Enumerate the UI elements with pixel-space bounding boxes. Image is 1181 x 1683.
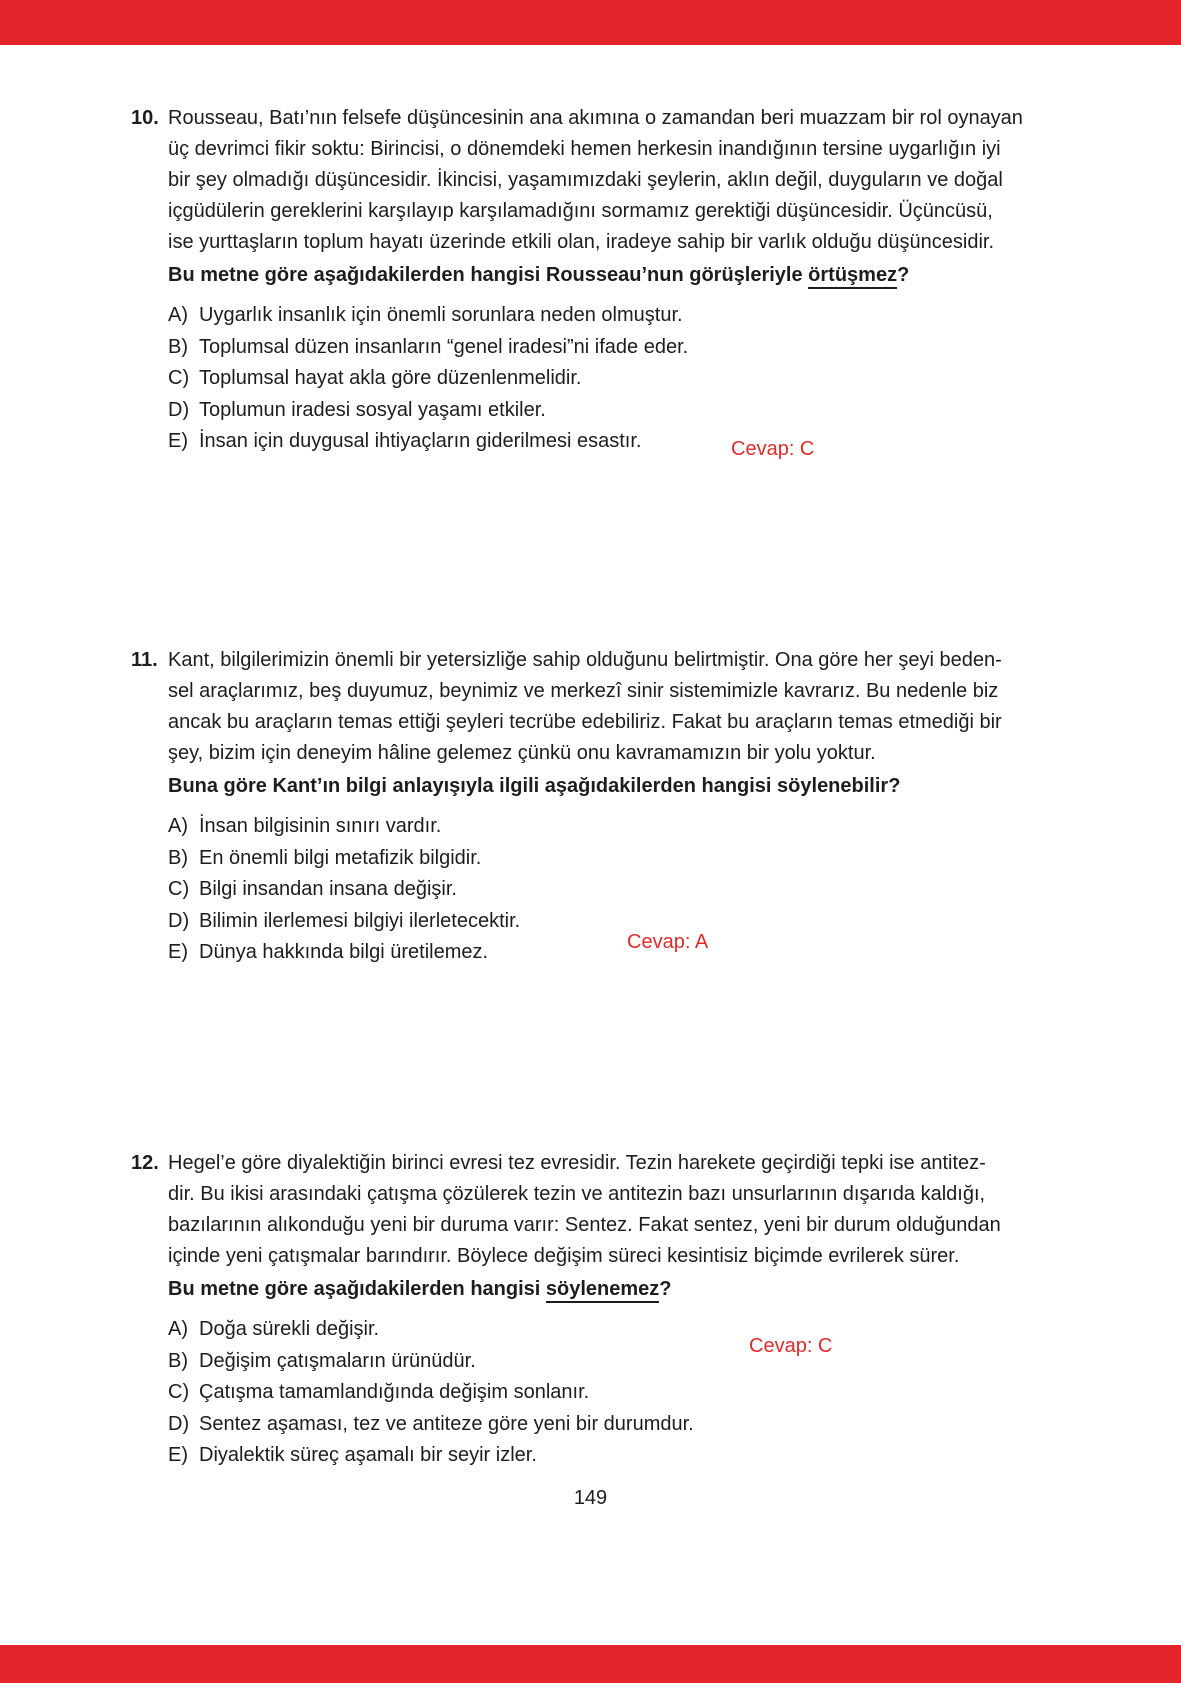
question-10-intro-line: üç devrimci fikir soktu: Birincisi, o dönemdeki hemen herkesin inandığının tersine uygarlığın iyi (168, 138, 1001, 160)
option-b (168, 332, 971, 364)
option-text: Uygarlık insanlık için önemli sorunlara neden olmuştur. (199, 304, 683, 326)
prompt-text: Bu metne göre aşağıdakilerden hangisi (168, 1278, 546, 1300)
option-a (168, 811, 971, 843)
option-a (168, 1314, 971, 1346)
question-12-intro-line: dir. Bu ikisi arasındaki çatışma çözülerek tezin ve antitezin bazı unsurlarının dışarıda kaldığı, (168, 1183, 986, 1205)
question-11-prompt (168, 771, 971, 802)
answer-label-q10: Cevap: C (731, 438, 815, 460)
bottom-red-bar (0, 1645, 1181, 1683)
option-letter: D) (168, 909, 190, 932)
question-10-intro-line: Rousseau, Batı’nın felsefe düşüncesinin ana akımına o zamandan beri muazzam bir rol oynayan (168, 107, 1023, 129)
option-letter: D) (168, 398, 190, 421)
prompt-underlined-word: söylenemez (546, 1278, 659, 1303)
prompt-text: ? (659, 1278, 672, 1300)
option-e (168, 426, 971, 458)
option-letter: C) (168, 878, 190, 900)
option-text: Sentez aşaması, tez ve antiteze göre yeni bir durumdur. (199, 1412, 694, 1435)
option-c (168, 1377, 971, 1409)
option-text: Bilimin ilerlemesi bilgiyi ilerletecektir. (199, 909, 521, 932)
question-10 (131, 103, 1023, 458)
option-e (168, 937, 971, 969)
option-a (168, 300, 971, 332)
option-text: Değişim çatışmaların ürünüdür. (199, 1349, 476, 1372)
option-d (168, 1409, 971, 1441)
question-12 (131, 1148, 1001, 1472)
question-11-options (168, 811, 971, 969)
question-11-intro-line: ancak bu araçların temas ettiği şeyleri tecrübe edebiliriz. Fakat bu araçların temas etmediği bir (168, 711, 1002, 733)
option-text: İnsan için duygusal ihtiyaçların giderilmesi esastır. (199, 430, 642, 452)
top-red-bar (0, 0, 1181, 45)
option-text: Dünya hakkında bilgi üretilemez. (199, 941, 489, 963)
option-letter: E) (168, 941, 188, 963)
question-11-intro-line: şey, bizim için deneyim hâline gelemez çünkü onu kavramamızın bir yolu yoktur. (168, 742, 876, 764)
question-11-intro-line: sel araçlarımız, beş duyumuz, beynimiz ve merkezî sinir sistemimizle kavrarız. Bu nedenle biz (168, 680, 999, 702)
question-12-number: 12. (131, 1152, 159, 1174)
prompt-underlined-word: örtüşmez (808, 264, 897, 289)
prompt-text: ? (897, 264, 910, 286)
option-text: Toplumsal hayat akla göre düzenlenmelidir. (199, 367, 582, 389)
option-text: Toplumun iradesi sosyal yaşamı etkiler. (199, 398, 546, 421)
option-letter: C) (168, 367, 190, 389)
option-letter: A) (168, 815, 188, 837)
option-letter: A) (168, 304, 188, 326)
question-12-options (168, 1314, 971, 1472)
option-text: Diyalektik süreç aşamalı bir seyir izler. (199, 1444, 537, 1466)
prompt-text: Buna göre Kant’ın bilgi anlayışıyla ilgili aşağıdakilerden hangisi söylenebilir? (168, 775, 901, 797)
question-12-intro-line: Hegel’e göre diyalektiğin birinci evresi tez evresidir. Tezin harekete geçirdiği tepki ise antitez- (168, 1152, 986, 1174)
question-11-number: 11. (131, 649, 158, 671)
option-d (168, 395, 971, 427)
question-10-intro-line: bir şey olmadığı düşüncesidir. İkincisi, yaşamımızdaki şeylerin, aklın değil, duyguların ve doğal (168, 169, 1003, 191)
option-letter: A) (168, 1318, 188, 1340)
option-e (168, 1440, 971, 1472)
question-10-intro-line: ise yurttaşların toplum hayatı üzerinde etkili olan, iradeye sahip bir varlık olduğu düşüncesidir. (168, 231, 994, 253)
page-number: 149 (573, 1487, 608, 1509)
answer-label-q11: Cevap: A (627, 931, 709, 953)
option-text: Çatışma tamamlandığında değişim sonlanır. (199, 1381, 590, 1403)
option-c (168, 363, 971, 395)
question-10-prompt (168, 260, 971, 291)
option-letter: B) (168, 1349, 188, 1372)
option-letter: B) (168, 846, 188, 869)
question-11-intro-line: Kant, bilgilerimizin önemli bir yetersizliğe sahip olduğunu belirtmiştir. Ona göre her şeyi beden- (168, 649, 1002, 671)
option-letter: D) (168, 1412, 190, 1435)
question-10-options (168, 300, 971, 458)
option-letter: C) (168, 1381, 190, 1403)
question-11 (131, 645, 1002, 969)
option-b (168, 1346, 971, 1378)
question-12-intro-line: içinde yeni çatışmalar barındırır. Böylece değişim süreci kesintisiz biçimde evrilerek sürer. (168, 1245, 960, 1267)
answer-label-q12: Cevap: C (749, 1335, 833, 1357)
option-d (168, 906, 971, 938)
option-text: İnsan bilgisinin sınırı vardır. (199, 815, 442, 837)
option-letter: E) (168, 1444, 188, 1466)
option-text: Bilgi insandan insana değişir. (199, 878, 457, 900)
option-letter: E) (168, 430, 188, 452)
prompt-text: Bu metne göre aşağıdakilerden hangisi Rousseau’nun görüşleriyle (168, 264, 809, 286)
option-text: Toplumsal düzen insanların “genel iradesi”ni ifade eder. (199, 335, 689, 358)
question-10-intro-line: içgüdülerin gereklerini karşılayıp karşılamadığını sormamız gerektiği düşüncesidir. Üçüncüsü, (168, 200, 993, 222)
question-12-intro-line: bazılarının alıkonduğu yeni bir duruma varır: Sentez. Fakat sentez, yeni bir durum olduğundan (168, 1214, 1001, 1236)
option-b (168, 843, 971, 875)
option-c (168, 874, 971, 906)
question-10-number: 10. (131, 107, 159, 129)
option-text: En önemli bilgi metafizik bilgidir. (199, 846, 482, 869)
question-12-prompt (168, 1274, 971, 1305)
option-text: Doğa sürekli değişir. (199, 1318, 380, 1340)
option-letter: B) (168, 335, 188, 358)
